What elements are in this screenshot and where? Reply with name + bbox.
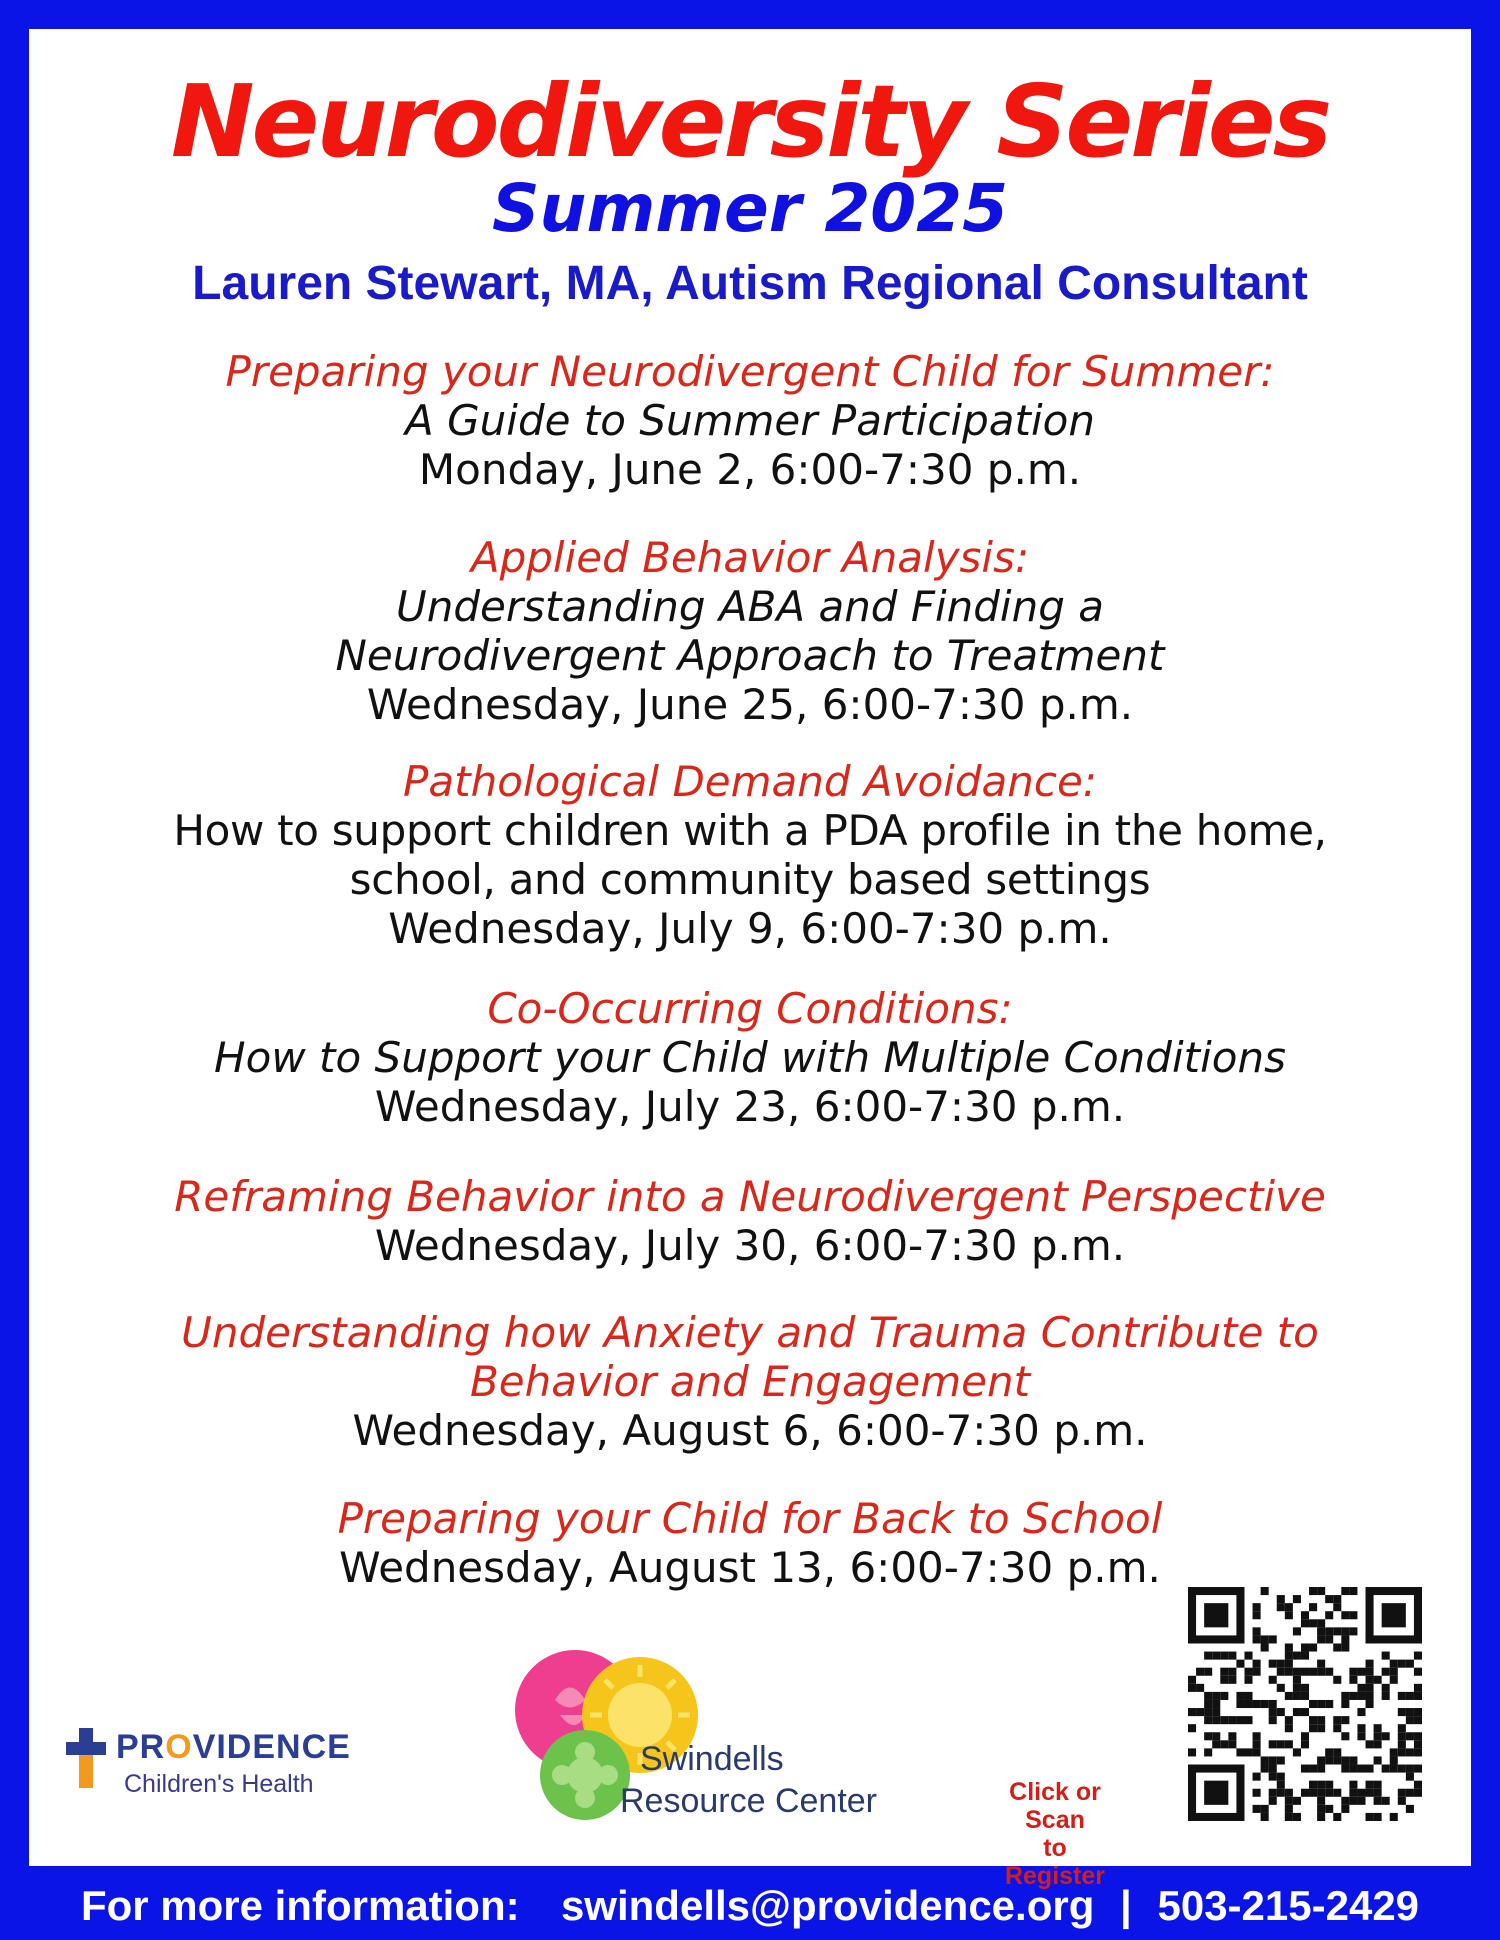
presenter-line: Lauren Stewart, MA, Autism Regional Consultant bbox=[192, 257, 1308, 310]
session-2 bbox=[29, 533, 1471, 729]
session-4-title: Co-Occurring Conditions: bbox=[487, 984, 1013, 1033]
footer bbox=[0, 1876, 1500, 1940]
session-2-subtitle-1: Understanding ABA and Finding a bbox=[396, 582, 1104, 631]
footer-label: For more information: bbox=[80, 1882, 520, 1929]
session-7 bbox=[29, 1494, 1471, 1592]
season-heading: Summer 2025 bbox=[491, 170, 1009, 247]
session-2-subtitle-2: Neurodivergent Approach to Treatment bbox=[335, 631, 1165, 680]
footer-phone-link[interactable]: 503-215-2429 bbox=[1157, 1882, 1420, 1929]
session-7-date: Wednesday, August 13, 6:00-7:30 p.m. bbox=[339, 1543, 1161, 1592]
session-4 bbox=[29, 984, 1471, 1131]
session-5-title: Reframing Behavior into a Neurodivergent Perspective bbox=[174, 1172, 1326, 1221]
session-7-title: Preparing your Child for Back to School bbox=[337, 1494, 1163, 1543]
session-1-subtitle: A Guide to Summer Participation bbox=[405, 396, 1095, 445]
swindells-subtitle: Resource Center bbox=[620, 1782, 878, 1820]
flyer-title: Neurodiversity Series bbox=[170, 63, 1330, 180]
register-prompt[interactable] bbox=[990, 1778, 1120, 1890]
register-line-1: Click or Scan bbox=[1009, 1778, 1101, 1834]
providence-name: PROVIDENCE bbox=[116, 1728, 351, 1766]
session-1-title: Preparing your Neurodivergent Child for Summer: bbox=[225, 347, 1275, 396]
session-3-desc-1: How to support children with a PDA profile in the home, bbox=[173, 806, 1327, 855]
session-1 bbox=[29, 347, 1471, 494]
session-2-title: Applied Behavior Analysis: bbox=[470, 533, 1030, 582]
qr-code-icon[interactable] bbox=[1188, 1587, 1422, 1821]
session-5 bbox=[29, 1172, 1471, 1270]
providence-subtitle: Children's Health bbox=[124, 1770, 314, 1798]
session-1-date: Monday, June 2, 6:00-7:30 p.m. bbox=[418, 445, 1082, 494]
providence-cross-icon bbox=[66, 1728, 106, 1788]
footer-email-link[interactable]: swindells@providence.org bbox=[560, 1882, 1095, 1929]
session-6 bbox=[29, 1308, 1471, 1455]
session-5-date: Wednesday, July 30, 6:00-7:30 p.m. bbox=[374, 1221, 1126, 1270]
session-3-title: Pathological Demand Avoidance: bbox=[403, 757, 1097, 806]
session-6-title-2: Behavior and Engagement bbox=[469, 1357, 1031, 1406]
session-6-title-1: Understanding how Anxiety and Trauma Contribute to bbox=[181, 1308, 1319, 1357]
session-3-desc-2: school, and community based settings bbox=[349, 855, 1151, 904]
session-6-date: Wednesday, August 6, 6:00-7:30 p.m. bbox=[352, 1406, 1148, 1455]
session-3-date: Wednesday, July 9, 6:00-7:30 p.m. bbox=[388, 904, 1112, 953]
session-3 bbox=[29, 757, 1471, 953]
register-line-2: to Register bbox=[1004, 1834, 1106, 1890]
swindells-name: Swindells bbox=[640, 1740, 784, 1778]
footer-separator: | bbox=[1120, 1882, 1132, 1929]
session-2-date: Wednesday, June 25, 6:00-7:30 p.m. bbox=[366, 680, 1134, 729]
session-4-date: Wednesday, July 23, 6:00-7:30 p.m. bbox=[374, 1082, 1126, 1131]
session-4-subtitle: How to Support your Child with Multiple Conditions bbox=[214, 1033, 1286, 1082]
